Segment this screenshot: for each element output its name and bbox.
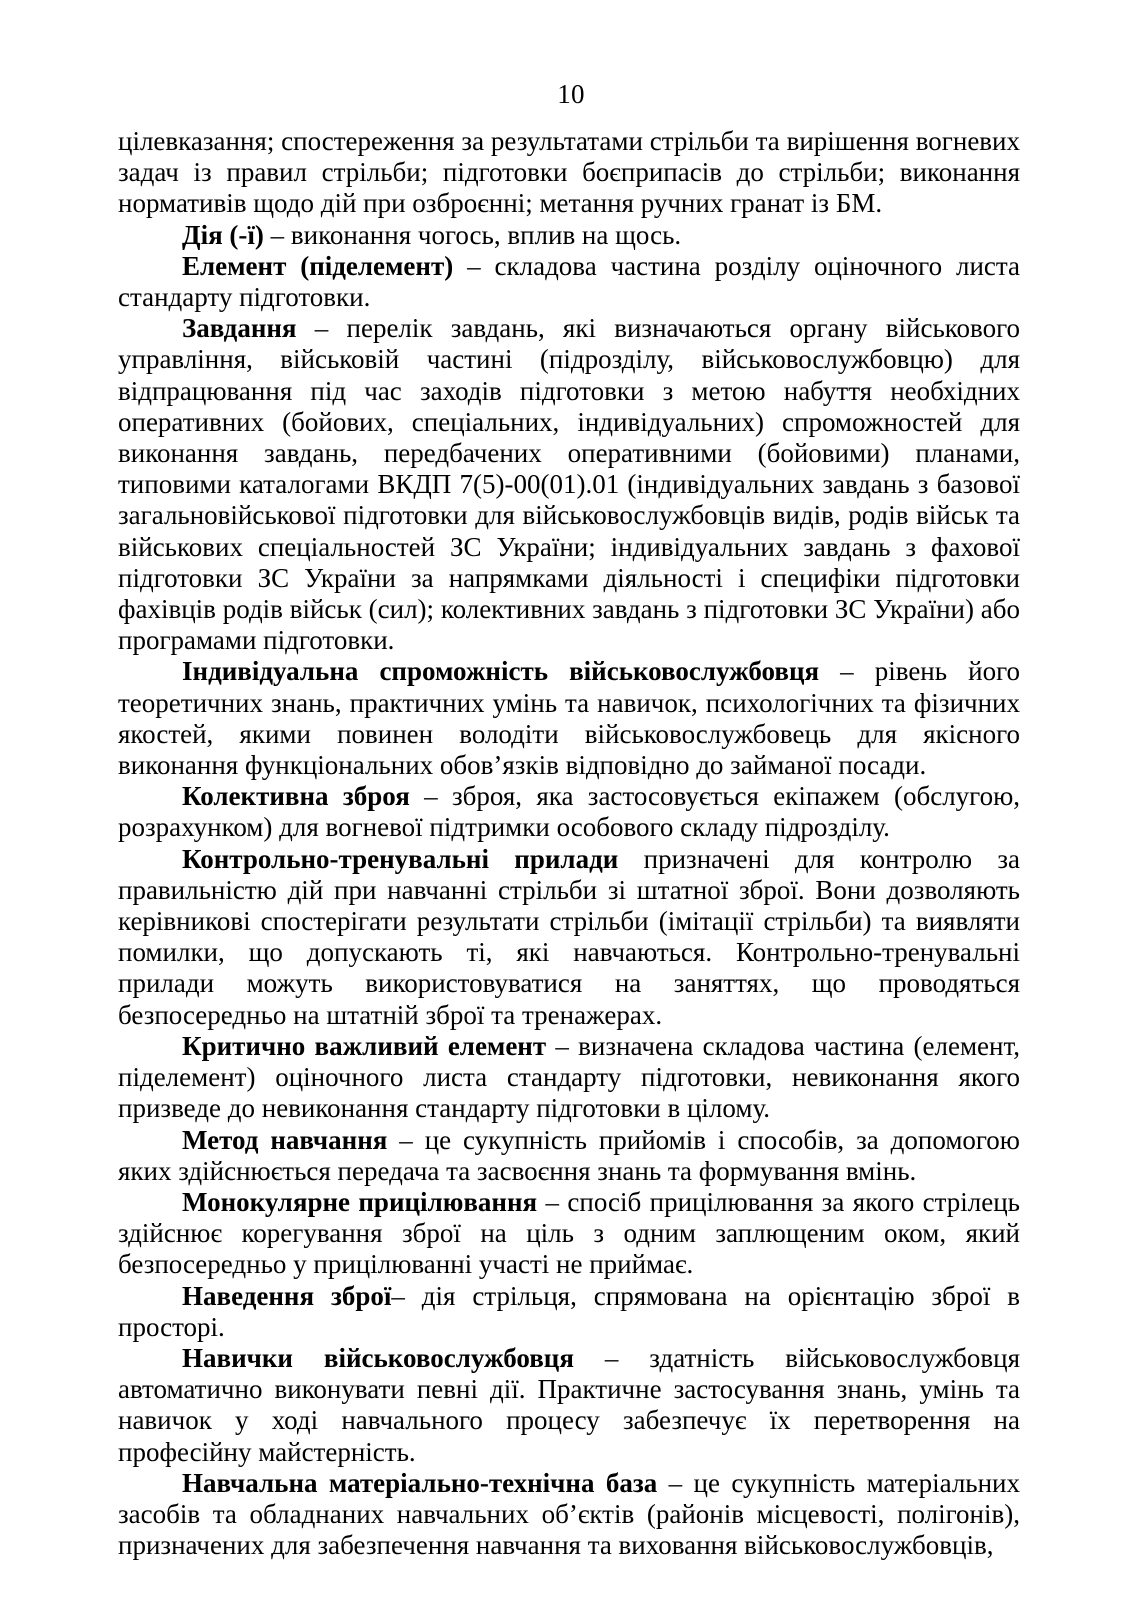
paragraph-text: цілевказання; спостереження за результатами стрільби та вирішення вогневих задач із правил стрільби; підготовки боєприпасів до стрільби; виконання нормативів щодо дій при озброєнні; метання ручних гранат із БМ. [118, 126, 1020, 219]
paragraph-text: – виконання чогось, вплив на щось. [263, 219, 682, 250]
paragraph-text: – зброя, яка застосовується екіпажем (обслугою, розрахунком) для вогневої підтримки особового складу підрозділу. [118, 781, 1021, 843]
paragraph-text: – визначена складова частина (елемент, піделемент) оціночного листа стандарту підготовки, невиконання якого призведе до невиконання стандарту підготовки в цілому. [118, 1030, 1020, 1124]
paragraph [118, 251, 1020, 313]
paragraph [118, 1281, 1020, 1343]
term-label: Елемент (піделемент) [182, 250, 454, 281]
page-number: 10 [557, 79, 585, 109]
paragraph [118, 781, 1020, 843]
paragraph [118, 656, 1020, 781]
term-label: Навички військовослужбовця [182, 1342, 574, 1373]
paragraph-text: – дія стрільця, спрямована на орієнтацію зброї в просторі. [118, 1280, 1020, 1342]
paragraph-text: – рівень його теоретичних знань, практичних умінь та навичок, психологічних та фізичних якостей, якими повинен володіти військовослужбовець для якісного виконання функціональних обов’язків відповідно до займаної посади. [118, 656, 1020, 781]
page-body-text [118, 126, 1020, 1561]
paragraph-text: – перелік завдань, які визначаються органу військового управління, військовій частині (підрозділу, військовослужбовцю) для відпрацювання під час заходів підготовки з метою набуття необхідних оперативних (бойових, спеціальних, індивідуальних) спроможностей для виконання завдань, передбачених оперативними (бойовими) планами, типовими каталогами ВКДП 7(5)-00(01).01 (індивідуальних завдань з базової загальновійськової підготовки для військовослужбовців видів, родів військ та військових спеціальностей ЗС України; індивідуальних завдань з фахової підготовки ЗС України за напрямками діяльності і специфіки підготовки фахівців родів військ (сил); колективних завдань з підготовки ЗС України) або програмами підготовки. [118, 313, 1020, 656]
paragraph-text: – це сукупність матеріальних засобів та обладнаних навчальних об’єктів (районів місцевості, полігонів), призначених для забезпечення навчання та виховання військовослужбовців, [118, 1467, 1020, 1561]
paragraph-text: призначені для контролю за правильністю дій при навчанні стрільби зі штатної зброї. Вони дозволяють керівникові спостерігати результати стрільби (імітації стрільби) та виявляти помилки, що допускають ті, які навчаються. Контрольно-тренувальні прилади можуть використовуватися на заняттях, що проводяться безпосередньо на штатній зброї та тренажерах. [118, 843, 1020, 1030]
term-label: Критично важливий елемент [182, 1030, 547, 1061]
term-label: Дія (-ї) [182, 219, 264, 250]
paragraph-text: – спосіб прицілювання за якого стрілець здійснює корегування зброї на ціль з одним заплющеним оком, який безпосередньо у прицілюванні участі не приймає. [118, 1186, 1020, 1280]
paragraph-text: – складова частина розділу оціночного листа стандарту підготовки. [118, 250, 1020, 313]
paragraph-text: – здатність військовослужбовця автоматично виконувати певні дії. Практичне застосування знань, умінь та навичок у ході навчального процесу забезпечує їх перетворення на професійну майстерність. [118, 1342, 1020, 1467]
paragraph [118, 1468, 1020, 1562]
term-label: Метод навчання [182, 1124, 388, 1155]
term-label: Контрольно-тренувальні прилади [182, 843, 619, 874]
paragraph [118, 1187, 1020, 1281]
term-label: Монокулярне прицілювання [182, 1186, 538, 1217]
term-label: Колективна зброя [182, 781, 410, 812]
paragraph [118, 1343, 1020, 1468]
paragraph [118, 1125, 1020, 1187]
paragraph-text: – це сукупність прийомів і способів, за допомогою яких здійснюється передача та засвоєння знань та формування вмінь. [118, 1124, 1020, 1186]
paragraph [118, 126, 1020, 220]
paragraph [118, 1031, 1020, 1125]
term-label: Навчальна матеріально-технічна база [182, 1467, 658, 1498]
term-label: Індивідуальна спроможність військовослужбовця [182, 656, 820, 687]
term-label: Наведення зброї [182, 1280, 392, 1311]
term-label: Завдання [182, 313, 297, 344]
paragraph [118, 844, 1020, 1031]
paragraph [118, 313, 1020, 656]
paragraph [118, 220, 1020, 251]
